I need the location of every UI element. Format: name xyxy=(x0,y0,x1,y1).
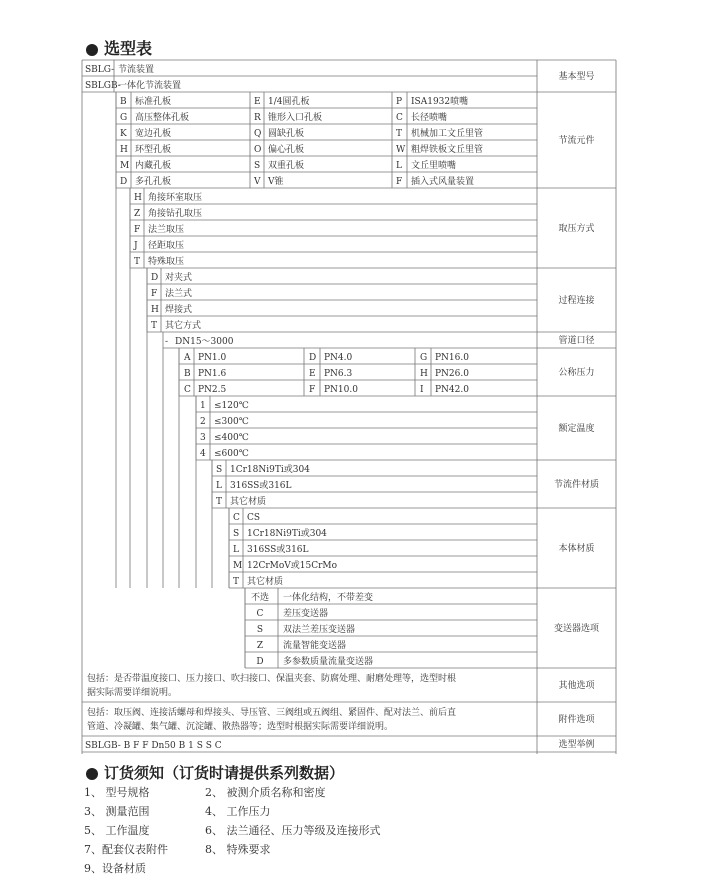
pressure-value: PN1.0 xyxy=(198,353,227,363)
pipe-prefix: - xyxy=(165,337,169,347)
pressure-value: PN10.0 xyxy=(324,385,358,395)
throttle-name: 双重孔板 xyxy=(268,161,305,171)
row-label-transmitter: 变送器选项 xyxy=(553,624,600,634)
process-value: 其它方式 xyxy=(165,321,202,331)
element-material-code: L xyxy=(216,481,222,491)
order-item: 8、 特殊要求 xyxy=(205,843,271,856)
throttle-name: 环型孔板 xyxy=(135,145,172,155)
throttle-code: Q xyxy=(254,129,262,139)
transmitter-code: S xyxy=(256,625,264,635)
order-item: 6、 法兰通径、压力等级及连接形式 xyxy=(205,824,381,837)
pressure-value: PN2.5 xyxy=(198,385,227,395)
temperature-code: 4 xyxy=(200,449,206,459)
throttle-code: M xyxy=(120,161,130,171)
pressure-code: E xyxy=(309,369,316,379)
transmitter-value: 流量智能变送器 xyxy=(283,641,347,651)
process-value: 对夹式 xyxy=(165,273,193,283)
pressure-value: PN26.0 xyxy=(435,369,469,379)
element-material-value: 316SS或316L xyxy=(230,481,292,491)
order-item: 3、 测量范围 xyxy=(84,805,150,818)
row-label-tap: 取压方式 xyxy=(558,224,595,234)
other-text-line1: 包括：是否带温度接口、压力接口、吹扫接口、保温夹套、防腐处理、耐磨处理等，选型时根 xyxy=(87,674,457,684)
throttle-code: B xyxy=(120,97,127,107)
bullet-icon xyxy=(86,768,98,780)
body-material-value: 1Cr18Ni9Ti或304 xyxy=(247,529,327,539)
throttle-name: 粗焊铁板文丘里管 xyxy=(411,145,484,155)
order-item: 7、配套仪表附件 xyxy=(84,843,168,856)
temperature-code: 3 xyxy=(200,433,206,443)
body-material-code: T xyxy=(233,577,240,587)
body-material-value: 其它材质 xyxy=(247,577,284,587)
throttle-code: G xyxy=(120,113,128,123)
process-code: D xyxy=(151,273,159,283)
transmitter-code: 不选 xyxy=(250,593,270,603)
throttle-name: 插入式风量装置 xyxy=(411,177,475,187)
order-item: 2、 被测介质名称和密度 xyxy=(205,786,326,799)
throttle-code: H xyxy=(120,145,128,155)
pressure-code: C xyxy=(184,385,191,395)
row-label-pipe: 管道口径 xyxy=(558,336,595,346)
transmitter-code: D xyxy=(256,657,264,667)
model-code: SBLGB- xyxy=(85,81,121,91)
transmitter-code: Z xyxy=(256,641,264,651)
pressure-code: I xyxy=(420,385,424,395)
row-label-basic-model: 基本型号 xyxy=(558,72,595,82)
process-code: T xyxy=(151,321,158,331)
throttle-name: 内藏孔板 xyxy=(135,161,172,171)
throttle-name: ISA1932喷嘴 xyxy=(411,97,469,107)
row-label-throttle: 节流元件 xyxy=(558,136,595,146)
process-value: 焊接式 xyxy=(165,305,193,315)
row-label-body-material: 本体材质 xyxy=(558,544,595,554)
pressure-code: A xyxy=(184,353,191,363)
order-item: 4、 工作压力 xyxy=(205,805,271,818)
order-item: 1、 型号规格 xyxy=(84,786,150,799)
order-title-text: 订货须知（订货时请提供系列数据） xyxy=(104,764,345,782)
row-label-example: 选型举例 xyxy=(558,740,595,750)
transmitter-code: C xyxy=(256,609,264,619)
tap-code: J xyxy=(134,241,138,251)
model-code: SBLG- xyxy=(85,65,115,75)
temperature-code: 2 xyxy=(200,417,206,427)
throttle-name: 锥形入口孔板 xyxy=(268,113,323,123)
throttle-code: F xyxy=(396,177,403,187)
throttle-name: 高压整体孔板 xyxy=(135,113,190,123)
tap-code: H xyxy=(134,193,142,203)
body-material-value: 316SS或316L xyxy=(247,545,309,555)
throttle-code: V xyxy=(254,177,261,187)
temperature-value: ≤600℃ xyxy=(214,449,249,459)
throttle-name: 文丘里喷嘴 xyxy=(411,161,457,171)
throttle-code: W xyxy=(396,145,406,155)
transmitter-value: 双法兰差压变送器 xyxy=(283,625,356,635)
throttle-code: R xyxy=(254,113,261,123)
tap-value: 特殊取压 xyxy=(148,257,185,267)
body-material-value: 12CrMoV或15CrMo xyxy=(247,561,338,571)
temperature-value: ≤120℃ xyxy=(214,401,249,411)
temperature-value: ≤300℃ xyxy=(214,417,249,427)
tap-code: Z xyxy=(134,209,141,219)
throttle-name: 宽边孔板 xyxy=(135,129,172,139)
accessory-text-line1: 包括：取压阀、连接活螺母和焊接头、导压管、三阀组或五阀组、紧固件、配对法兰、前后直 xyxy=(87,708,457,718)
throttle-code: E xyxy=(254,97,261,107)
throttle-code: T xyxy=(396,129,403,139)
throttle-name: 机械加工文丘里管 xyxy=(411,129,484,139)
transmitter-value: 多参数质量流量变送器 xyxy=(283,657,374,667)
row-label-process: 过程连接 xyxy=(558,296,595,306)
section-title-order xyxy=(86,762,344,783)
row-label-temperature: 额定温度 xyxy=(558,424,595,434)
process-code: H xyxy=(151,305,159,315)
temperature-code: 1 xyxy=(200,401,206,411)
tap-value: 角接钻孔取压 xyxy=(148,209,203,219)
throttle-code: P xyxy=(396,97,403,107)
pressure-code: B xyxy=(184,369,191,379)
order-item: 5、 工作温度 xyxy=(84,824,150,837)
body-material-code: M xyxy=(233,561,243,571)
tap-value: 角接环室取压 xyxy=(148,193,203,203)
row-label-other: 其他选项 xyxy=(558,681,595,691)
temperature-value: ≤400℃ xyxy=(214,433,249,443)
throttle-name: 长径喷嘴 xyxy=(411,113,448,123)
throttle-name: 多孔孔板 xyxy=(135,177,172,187)
pressure-code: D xyxy=(309,353,317,363)
pressure-value: PN1.6 xyxy=(198,369,227,379)
body-material-code: S xyxy=(233,529,240,539)
tap-code: F xyxy=(134,225,141,235)
pressure-value: PN42.0 xyxy=(435,385,469,395)
throttle-name: 圆缺孔板 xyxy=(268,129,305,139)
throttle-code: K xyxy=(120,129,127,139)
transmitter-value: 一体化结构，不带差变 xyxy=(283,593,374,603)
pressure-value: PN4.0 xyxy=(324,353,353,363)
throttle-code: L xyxy=(396,161,402,171)
throttle-code: O xyxy=(254,145,262,155)
accessory-text-line2: 管道、冷凝罐、集气罐、沉淀罐、散热器等；选型时根据实际需要详细说明。 xyxy=(87,722,394,732)
throttle-code: D xyxy=(120,177,128,187)
body-material-code: L xyxy=(233,545,239,555)
row-label-accessory: 附件选项 xyxy=(558,715,595,725)
body-material-value: CS xyxy=(247,513,261,523)
pressure-code: G xyxy=(420,353,428,363)
process-value: 法兰式 xyxy=(165,289,193,299)
throttle-name: V锥 xyxy=(268,177,284,187)
tap-value: 法兰取压 xyxy=(148,225,185,235)
pressure-value: PN6.3 xyxy=(324,369,353,379)
throttle-name: 1/4圆孔板 xyxy=(268,97,310,107)
pressure-code: H xyxy=(420,369,428,379)
pipe-range: DN15～3000 xyxy=(175,337,234,347)
body-material-code: C xyxy=(233,513,240,523)
example-code: SBLGB- B F F Dn50 B 1 S S C xyxy=(85,741,222,751)
row-label-element-material: 节流件材质 xyxy=(553,480,600,490)
transmitter-value: 差压变送器 xyxy=(283,609,329,619)
tap-value: 径距取压 xyxy=(148,241,185,251)
throttle-code: S xyxy=(254,161,261,171)
model-desc: 一体化节流装置 xyxy=(118,81,182,91)
process-code: F xyxy=(151,289,158,299)
throttle-name: 标准孔板 xyxy=(135,97,172,107)
throttle-name: 偏心孔板 xyxy=(268,145,305,155)
element-material-code: T xyxy=(216,497,223,507)
row-label-pressure: 公称压力 xyxy=(558,368,595,378)
model-desc: 节流装置 xyxy=(118,65,155,75)
element-material-value: 1Cr18Ni9Ti或304 xyxy=(230,465,310,475)
throttle-code: C xyxy=(396,113,403,123)
other-text-line2: 据实际需要详细说明。 xyxy=(87,688,178,698)
element-material-value: 其它材质 xyxy=(230,497,267,507)
element-material-code: S xyxy=(216,465,223,475)
pressure-value: PN16.0 xyxy=(435,353,469,363)
selection-title-text: 选型表 xyxy=(104,39,153,58)
tap-code: T xyxy=(134,257,141,267)
order-item: 9、设备材质 xyxy=(84,862,146,875)
pressure-code: F xyxy=(309,385,316,395)
